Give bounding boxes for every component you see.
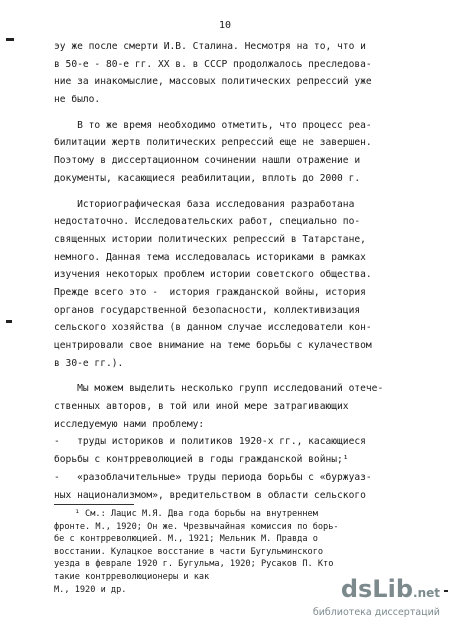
logo-main-text: dsLib: [340, 575, 414, 603]
paragraph-gap: [54, 188, 406, 196]
scan-mark: [444, 590, 448, 592]
scan-mark: [6, 320, 12, 323]
body-line: борьбы с контрреволюцией в годы гражданской войны;¹: [54, 454, 349, 466]
body-line: сельского хозяйства (в данном случае исследователи кон-: [54, 322, 372, 334]
body-line: немного. Данная тема исследовалась историками в рамках: [54, 251, 366, 263]
logo-tld-text: .net: [413, 586, 440, 600]
footnote-divider: [54, 504, 134, 505]
body-line: исследуемую нами проблему:: [54, 418, 205, 430]
body-line: ственных авторов, в той или иной мере затрагивающих: [54, 401, 349, 413]
body-line: органов государственной безопасности, коллективизация: [54, 304, 361, 316]
body-line: в 50-е - 80-е гг. XX в. в СССР продолжалось преследова-: [54, 58, 372, 70]
scan-mark: [6, 38, 14, 41]
body-line: - труды историков и политиков 1920-х гг., касающиеся: [54, 436, 366, 448]
watermark-logo: [341, 576, 440, 602]
footnote-line: уезда в феврале 1920 г. Бугульма, 1920; Русаков П. Кто: [54, 559, 334, 570]
body-line: Историографическая база исследования разработана: [54, 198, 355, 210]
footnote-line: бе с контрреволюцией. М., 1921; Мельник М. Правда о: [54, 534, 318, 545]
watermark-caption: библиотека диссертаций: [312, 607, 440, 618]
body-line: - «разоблачительные» труды периода борьбы с «буржуаз-: [54, 471, 372, 483]
footnote-line: ¹ См.: Лацис М.Я. Два года борьбы на внутреннем: [54, 509, 318, 519]
page-number: 10: [218, 20, 232, 31]
body-line: священных истории политических репрессий в Татарстане,: [54, 233, 366, 245]
paragraph-gap: [54, 109, 406, 117]
footnote-line: фронте. М., 1920; Он же. Чрезвычайная комиссия по борь-: [54, 521, 339, 532]
body-line: Поэтому в диссертационном сочинении нашли отражение и: [54, 155, 361, 167]
paragraph-gap: [54, 372, 406, 380]
body-line: недостаточно. Исследовательских работ, специально по-: [54, 216, 361, 228]
footnote-line: такие контрреволюционеры и как: [54, 571, 210, 582]
body-line: ние за инакомыслие, массовых политических репрессий уже: [54, 76, 372, 88]
footnote-line: восстании. Кулацкое восстание в части Бугульминского: [54, 546, 324, 557]
body-line: Мы можем выделить несколько групп исследований отече-: [54, 383, 384, 395]
body-line: не было.: [54, 94, 101, 106]
body-line: В то же время необходимо отметить, что процесс реа-: [54, 119, 372, 131]
watermark[interactable]: [290, 576, 440, 618]
body-line: изучения некоторых проблем истории советского общества.: [54, 269, 372, 281]
footnote-line: М., 1920 и др.: [54, 584, 127, 595]
body-line: ных национализмом», вредительством в области сельского: [54, 489, 366, 501]
body-line: документы, касающиеся реабилитации, вплоть до 2000 г.: [54, 172, 361, 184]
body-line: центрировали свое внимание на теме борьбы с кулачеством: [54, 340, 372, 351]
body-line: в 30-е гг.).: [54, 357, 124, 369]
body-line: билитации жертв политических репрессий еще не завершен.: [54, 137, 372, 149]
body-text: [54, 38, 406, 504]
body-line: Прежде всего это - история гражданской войны, история: [54, 286, 366, 298]
body-line: эу же после смерти И.В. Сталина. Несмотря на то, что и: [54, 41, 366, 52]
